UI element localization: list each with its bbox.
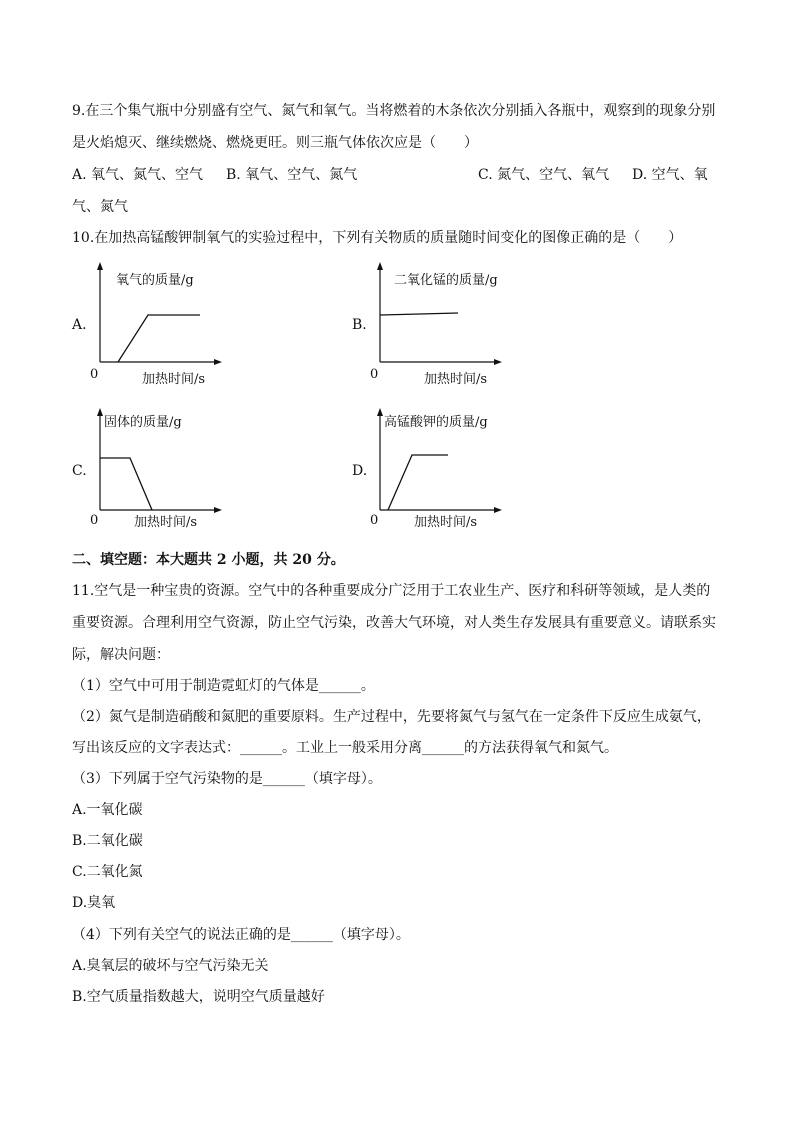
q11-part3: （3）下列属于空气污染物的是______（填字母）。 [72,771,382,787]
graph-b-origin: 0 [370,367,379,382]
q11-part3-option-b: B.二氧化碳 [72,833,143,849]
section-heading: 二、填空题：本大题共 2 小题，共 20 分。 [72,552,345,568]
q10-graph-a [88,258,238,388]
y-axis-arrow [377,408,383,416]
q10-graph-b [368,258,518,388]
x-axis-arrow [494,507,502,513]
graph-d-xlabel: 加热时间/s [414,515,478,530]
x-axis-arrow [214,507,222,513]
q11-part4-option-a: A.臭氧层的破坏与空气污染无关 [72,958,269,974]
q11-stem-line1: 11.空气是一种宝贵的资源。空气中的各种重要成分广泛用于工农业生产、医疗和科研等领域，是人类的 [72,583,711,599]
q11-part4: （4）下列有关空气的说法正确的是______（填字母）。 [72,927,410,943]
q11-part4-option-b: B.空气质量指数越大，说明空气质量越好 [72,989,325,1005]
q9-stem-line2: 是火焰熄灭、继续燃烧、燃烧更旺。则三瓶气体依次应是（ ） [72,135,478,151]
q10-stem: 10.在加热高锰酸钾制氧气的实验过程中，下列有关物质的质量随时间变化的图像正确的是（ ） [72,230,683,246]
q10-graph-d-label: D. [352,463,368,479]
graph-a-ylabel: 氧气的质量/g [116,273,194,288]
q10-graph-a-label: A. [72,317,87,333]
q11-part3-option-a: A.一氧化碳 [72,802,143,818]
q11-stem-line2: 重要资源。合理利用空气资源，防止空气污染，改善大气环境，对人类生存发展具有重要意义。请联系实 [72,615,716,631]
graph-a-curve [118,315,200,362]
q10-graph-d [368,404,518,534]
graph-b-xlabel: 加热时间/s [424,372,488,387]
q9-option-b: B. 氧气、空气、氮气 [226,167,358,183]
q9-option-d: D. 空气、氧 [632,167,708,183]
q9-option-c: C. 氮气、空气、氧气 [478,167,610,183]
graph-c-curve [100,458,152,510]
graph-b-curve [380,313,458,315]
q9-stem-line1: 9.在三个集气瓶中分别盛有空气、氮气和氧气。当将燃着的木条依次分别插入各瓶中，观察到的现象分别 [72,103,716,119]
q11-part3-option-c: C.二氧化氮 [72,864,143,880]
x-axis-arrow [214,359,222,365]
graph-b-ylabel: 二氧化锰的质量/g [394,273,498,288]
y-axis-arrow [97,262,103,270]
q11-part2-line1: （2）氮气是制造硝酸和氮肥的重要原料。生产过程中，先要将氮气与氢气在一定条件下反应生成氨气， [72,709,711,725]
q9-option-d-continued: 气、氮气 [72,199,128,215]
q11-part2-line2: 写出该反应的文字表达式：______。工业上一般采用分离______的方法获得氧气和氮气。 [72,740,618,756]
q10-graph-c-label: C. [72,463,87,479]
q10-graph-c [88,404,238,534]
graph-d-curve [388,455,448,510]
x-axis-arrow [494,359,502,365]
q11-stem-line3: 际，解决问题： [72,647,170,663]
q11-part3-option-d: D.臭氧 [72,895,116,911]
graph-a-origin: 0 [90,367,99,382]
graph-c-xlabel: 加热时间/s [134,515,198,530]
graph-a-xlabel: 加热时间/s [142,372,206,387]
graph-c-origin: 0 [90,513,99,528]
graph-c-ylabel: 固体的质量/g [104,415,182,430]
graph-d-ylabel: 高锰酸钾的质量/g [384,415,488,430]
q11-part1: （1）空气中可用于制造霓虹灯的气体是______。 [72,678,375,694]
q10-graph-b-label: B. [352,317,367,333]
q9-option-a: A. 氧气、氮气、空气 [72,167,204,183]
y-axis-arrow [97,408,103,416]
y-axis-arrow [377,262,383,270]
graph-d-origin: 0 [370,513,379,528]
